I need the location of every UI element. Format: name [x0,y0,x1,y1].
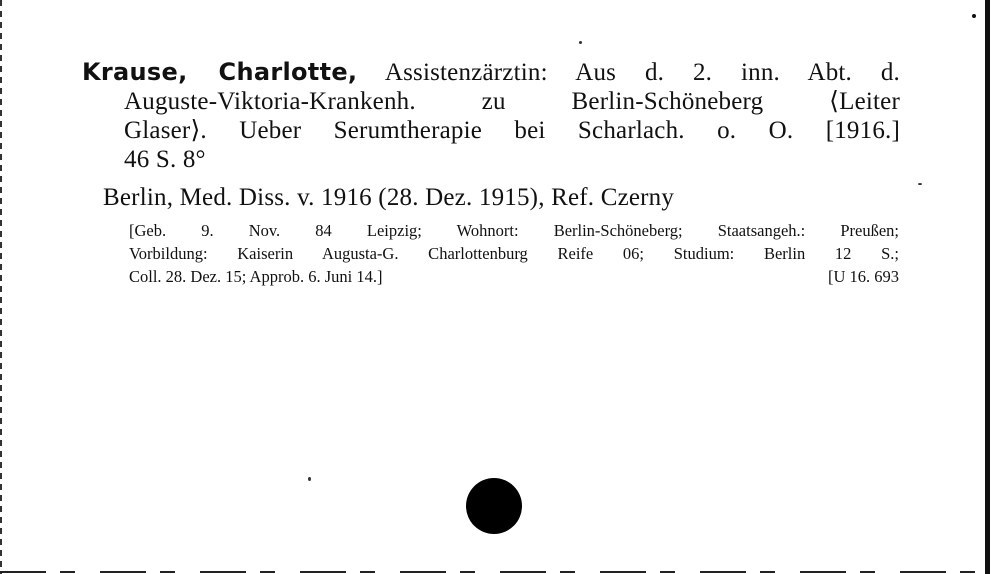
scan-speck [308,477,311,481]
scan-speck [579,41,582,44]
bio-line-3-left: Coll. 28. Dez. 15; Approb. 6. Juni 14.] [129,267,383,286]
author-position: Assistenzärztin: Aus d. 2. inn. Abt. d. [384,59,901,86]
card-bottom-edge [0,571,985,573]
entry-line-3: Glaser⟩. Ueber Serumtherapie bei Scharlach. o. O. [1916.] [124,117,900,144]
entry-line-2: Auguste-Viktoria-Krankenh. zu Berlin-Schöneberg ⟨Leiter [124,88,900,115]
card-left-edge [0,0,2,574]
entry-line-1 [82,58,900,87]
entry-text [82,58,902,174]
bio-line-3 [129,265,899,288]
biographical-note [129,219,899,288]
catalog-number: [U 16. 693 [827,267,899,286]
punch-hole [466,478,522,534]
entry-line-4: 46 S. 8° [124,146,206,173]
author-name: Krause, Charlotte, [82,58,358,86]
scan-speck [918,183,922,185]
dissertation-line: Berlin, Med. Diss. v. 1916 (28. Dez. 1915), Ref. Czerny [103,184,675,211]
bio-line-1: [Geb. 9. Nov. 84 Leipzig; Wohnort: Berlin-Schöneberg; Staatsangeh.: Preußen; [129,221,899,240]
card-right-edge [985,0,990,574]
bio-line-2: Vorbildung: Kaiserin Augusta-G. Charlottenburg Reife 06; Studium: Berlin 12 S.; [129,244,899,263]
scan-speck [972,14,976,18]
